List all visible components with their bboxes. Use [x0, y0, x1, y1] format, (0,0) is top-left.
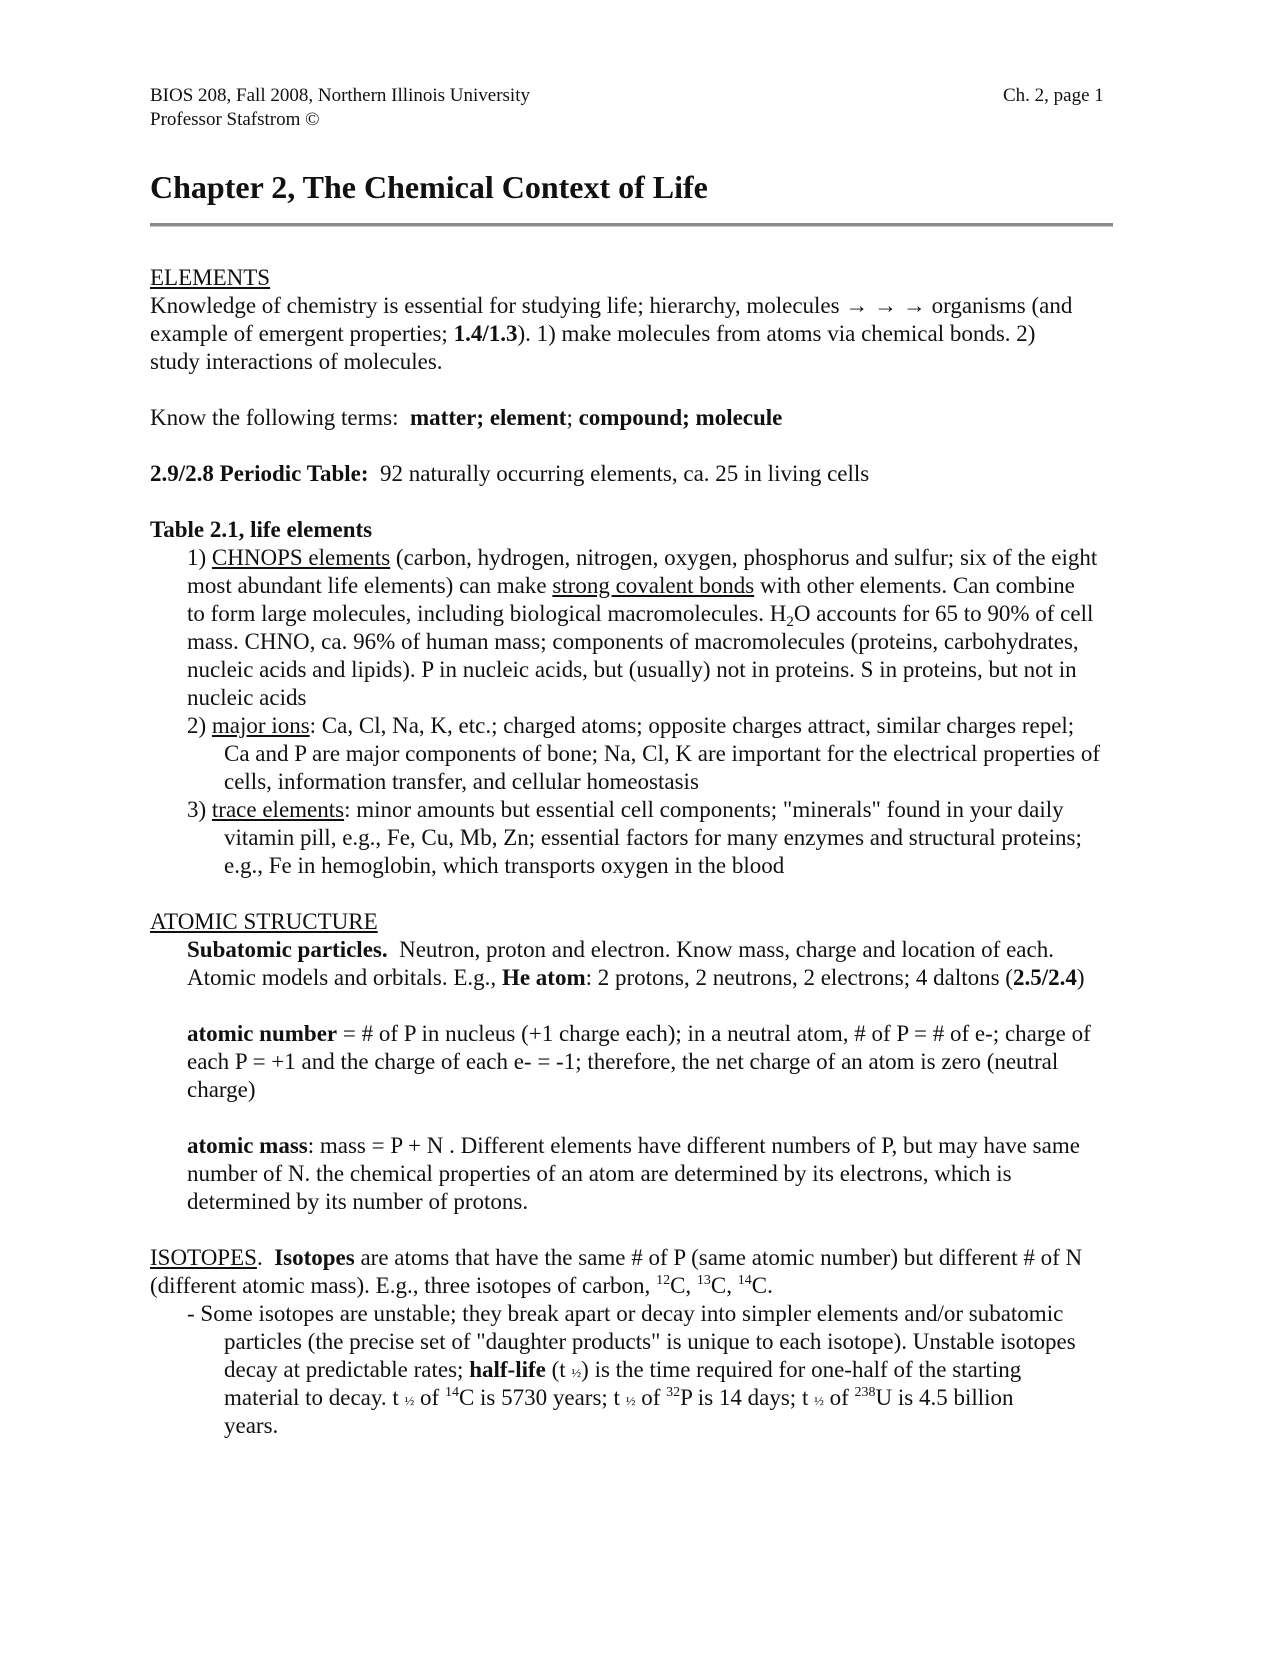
table-heading: Table 2.1, life elements: [150, 517, 373, 542]
atomic-number-line1: atomic number = # of P in nucleus (+1 charge each); in a neutral atom, # of P = # of e-; charge of: [187, 1021, 1091, 1046]
header-course: BIOS 208, Fall 2008, Northern Illinois University: [150, 85, 530, 106]
subatomic-line2: Atomic models and orbitals. E.g., He atom: 2 protons, 2 neutrons, 2 electrons; 4 daltons (2.5/2.4): [187, 965, 1085, 990]
isotopes-bullet-line1: - Some isotopes are unstable; they break apart or decay into simpler elements and/or subatomic: [187, 1301, 1064, 1326]
section-heading-elements: ELEMENTS: [150, 265, 271, 290]
periodic-table-line: 2.9/2.8 Periodic Table: 92 naturally occurring elements, ca. 25 in living cells: [150, 461, 870, 486]
atomic-number-line2: each P = +1 and the charge of each e- = -1; therefore, the net charge of an atom is zero (neutral: [187, 1049, 1059, 1074]
atomic-mass-line1: atomic mass: mass = P + N . Different elements have different numbers of P, but may have same: [187, 1133, 1080, 1158]
elements-intro-line2: example of emergent properties; 1.4/1.3). 1) make molecules from atoms via chemical bonds. 2): [150, 321, 1036, 346]
list-item-1-line1: 1) CHNOPS elements (carbon, hydrogen, nitrogen, oxygen, phosphorus and sulfur; six of the eight: [187, 545, 1098, 570]
list-item-3-line3: e.g., Fe in hemoglobin, which transports oxygen in the blood: [224, 853, 785, 878]
terms-line: Know the following terms: matter; element; compound; molecule: [150, 405, 783, 430]
list-item-3-line2: vitamin pill, e.g., Fe, Cu, Mb, Zn; essential factors for many enzymes and structural proteins;: [224, 825, 1082, 850]
header-professor: Professor Stafstrom ©: [150, 109, 320, 130]
list-item-1-line4: mass. CHNO, ca. 96% of human mass; components of macromolecules (proteins, carbohydrates,: [187, 629, 1079, 654]
isotopes-line1: ISOTOPES. Isotopes are atoms that have the same # of P (same atomic number) but different # of N: [150, 1245, 1083, 1270]
subatomic-line1: Subatomic particles. Neutron, proton and electron. Know mass, charge and location of each.: [187, 937, 1054, 962]
list-item-1-line6: nucleic acids: [187, 685, 307, 710]
list-item-2-line1: 2) major ions: Ca, Cl, Na, K, etc.; charged atoms; opposite charges attract, similar charges repel;: [187, 713, 1075, 738]
isotopes-line2: (different atomic mass). E.g., three isotopes of carbon, $^{12}$C, $^{13}$C, $^{14}$C.: [150, 1273, 773, 1298]
isotopes-bullet-line2: particles (the precise set of "daughter products" is unique to each isotope). Unstable isotopes: [224, 1329, 1076, 1354]
atomic-mass-line2: number of N. the chemical properties of an atom are determined by its electrons, which is: [187, 1161, 1012, 1186]
isotopes-bullet-line4: material to decay. t ½ of $^{14}$C is 5730 years; t ½ of $^{32}$P is 14 days; t ½ of $^{238}$U is 4.5 billion: [224, 1385, 1014, 1410]
atomic-number-line3: charge): [187, 1077, 256, 1102]
section-heading-isotopes: ISOTOPES: [150, 1245, 257, 1270]
elements-intro-line3: study interactions of molecules.: [150, 349, 443, 374]
header-page-number: Ch. 2, page 1: [1003, 85, 1104, 106]
elements-intro-line1: Knowledge of chemistry is essential for studying life; hierarchy, molecules → → → organisms (and: [150, 293, 1073, 318]
page-title: Chapter 2, The Chemical Context of Life: [150, 169, 708, 205]
isotopes-bullet-line3: decay at predictable rates; half-life (t ½) is the time required for one-half of the starting: [224, 1357, 1022, 1382]
list-item-1-line5: nucleic acids and lipids). P in nucleic acids, but (usually) not in proteins. S in proteins, but not in: [187, 657, 1077, 682]
atomic-mass-line3: determined by its number of protons.: [187, 1189, 529, 1214]
list-item-1-line2: most abundant life elements) can make strong covalent bonds with other elements. Can combine: [187, 573, 1075, 598]
list-item-2-line2: Ca and P are major components of bone; Na, Cl, K are important for the electrical properties of: [224, 741, 1101, 766]
isotopes-bullet-line5: years.: [224, 1413, 279, 1438]
title-divider: [150, 223, 1113, 227]
list-item-2-line3: cells, information transfer, and cellular homeostasis: [224, 769, 699, 794]
section-heading-atomic-structure: ATOMIC STRUCTURE: [150, 909, 378, 934]
list-item-1-line3: to form large molecules, including biological macromolecules. $H_2O$ accounts for 65 to 90% of cell: [187, 601, 1094, 630]
list-item-3-line1: 3) trace elements: minor amounts but essential cell components; "minerals" found in your daily: [187, 797, 1064, 822]
arrows-icon: → → →: [845, 293, 926, 318]
